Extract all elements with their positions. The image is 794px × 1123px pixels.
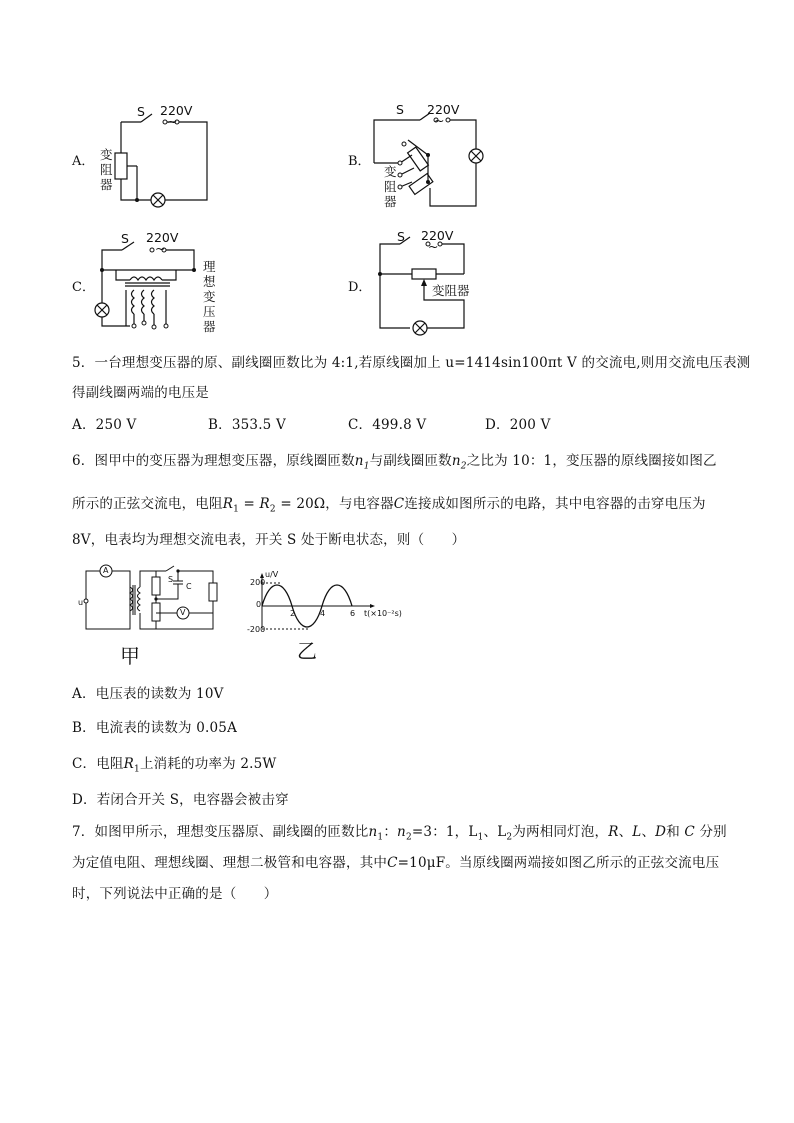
q6-line2: 所示的正弦交流电，电阻$R_1 = R_2 = 20\Omega$，与电容器C连接成如图所示的电路，其中电容器的击穿电压为 [72,496,706,515]
q7-line2-b: 。当原线圈两端接如图乙所示的正弦交流电压 [445,855,720,871]
q7-line1: 7．如图甲所示，理想变压器原、副线圈的匝数比$n_1$：$n_2=3$：1，$L_1$、$L_2$为两相同灯泡，R、L、D和 C 分别 [72,824,727,843]
option-a-letter: A． [72,154,95,169]
q5-line2: 得副线圈两端的电压是 [72,385,209,401]
q6-graph-x2: 2 [290,609,296,618]
q6-graph-x4: 4 [320,609,326,618]
q6-option-d: D．若闭合开关 S，电容器会被击穿 [72,792,289,808]
q5-option-b: B．353.5 V [208,417,286,433]
option-d-letter: D． [348,280,372,295]
q6-resistor-formula: R [222,496,234,512]
q6-option-c-b: 上消耗的功率为 2.5W [139,756,277,772]
q6-line1 [72,451,717,477]
option-c-letter: C． [72,280,95,295]
q7-line1-a: 7．如图甲所示，理想变压器原、副线圈的匝数比 [72,824,369,840]
q6-graph-origin: 0 [256,600,262,609]
q7-line1-d: 分别 [699,824,727,840]
q6-fig-cap-label: C [186,582,192,591]
q5-option-d: D．200 V [485,417,551,433]
circuit-b-switch-label: S [396,102,404,117]
q6-line1-b: 与副线圈匝数 [369,453,452,469]
q6-graph-ybot: -200 [247,625,266,634]
q6-option-c-a: C．电阻 [72,756,124,772]
circuit-b-ac-symbol: ~ [434,113,445,128]
circuit-c-switch-label: S [121,231,129,246]
circuit-a-ac-symbol: ~ [167,114,178,129]
q6-fig-yi-caption: 乙 [297,639,317,663]
circuit-d-voltage-label: 220V [421,228,454,243]
q6-line1-c: 之比为 10：1，变压器的原线圈接如图乙 [466,453,717,469]
q6-line1-a: 6．图甲中的变压器为理想变压器，原线圈匝数 [72,453,355,469]
circuit-a-voltage-label: 220V [160,103,193,118]
q6-option-c-r1: R [123,756,135,772]
circuit-b-voltage-label: 220V [427,102,460,117]
q6-option-c: C．电阻$R_1$上消耗的功率为 2.5W [72,756,277,775]
q7-line1-b: =3：1， [411,824,469,840]
q6-graph-xlabel: t(×10⁻²s) [364,609,402,618]
circuit-c-ac-symbol: ~ [155,241,166,256]
q6-option-a: A．电压表的读数为 10V [72,686,224,702]
q6-capacitor-c: C [393,496,405,512]
circuit-c-diagram [90,230,210,340]
q6-line2-c: 连接成如图所示的电路，其中电容器的击穿电压为 [404,496,706,512]
circuit-a-switch-label: S [137,104,145,119]
q6-fig-switch-label: S [168,575,174,584]
circuit-d-rheostat-label: 变阻器 [432,283,470,298]
q6-line2-b: ，与电容器 [325,496,394,512]
q7-line2: 为定值电阻、理想线圈、理想二极管和电容器，其中C=10μF。当原线圈两端接如图乙所示的正弦交流电压 [72,855,720,871]
circuit-a-rheostat-label: 变阻器 [100,147,113,192]
circuit-b-rheostat-label: 变阻器 [384,164,397,209]
q5-line1: 5．一台理想变压器的原、副线圈匝数比为 4:1,若原线圈加上 u=1414sin100πt V 的交流电,则用交流电压表测 [72,355,751,371]
circuit-c-transformer-label: 理想变压器 [203,259,216,334]
q6-line3: 8V，电表均为理想交流电表，开关 S 处于断电状态，则（ ） [72,532,466,548]
q6-graph-ylabel: u/V [265,570,279,579]
q7-line2-a: 为定值电阻、理想线圈、理想二极管和电容器，其中 [72,855,388,871]
q6-line2-a: 所示的正弦交流电，电阻 [72,496,223,512]
q6-figure-jia [78,563,228,638]
q5-option-a: A．250 V [72,417,137,433]
q7-line3: 时，下列说法中正确的是（ ） [72,886,278,902]
q6-fig-voltmeter-label: V [180,608,186,617]
q5-option-c: C．499.8 V [348,417,427,433]
circuit-d-ac-symbol: ~ [428,239,439,254]
q7-line1-c: 为两相同灯泡， [512,824,609,840]
circuit-c-voltage-label: 220V [146,230,179,245]
q6-fig-jia-caption: 甲 [120,644,140,668]
option-b-letter: B． [348,154,371,169]
q6-n2: $n_2$ [451,453,467,472]
q6-n1: $n_1$ [354,453,370,472]
q6-graph-ytop: 200 [250,578,266,587]
q6-fig-ammeter-label: A [103,566,109,575]
circuit-d-switch-label: S [397,229,405,244]
q6-option-b: B．电流表的读数为 0.05A [72,720,238,736]
q6-fig-u-label: u [78,598,84,607]
q6-graph-x6: 6 [350,609,356,618]
